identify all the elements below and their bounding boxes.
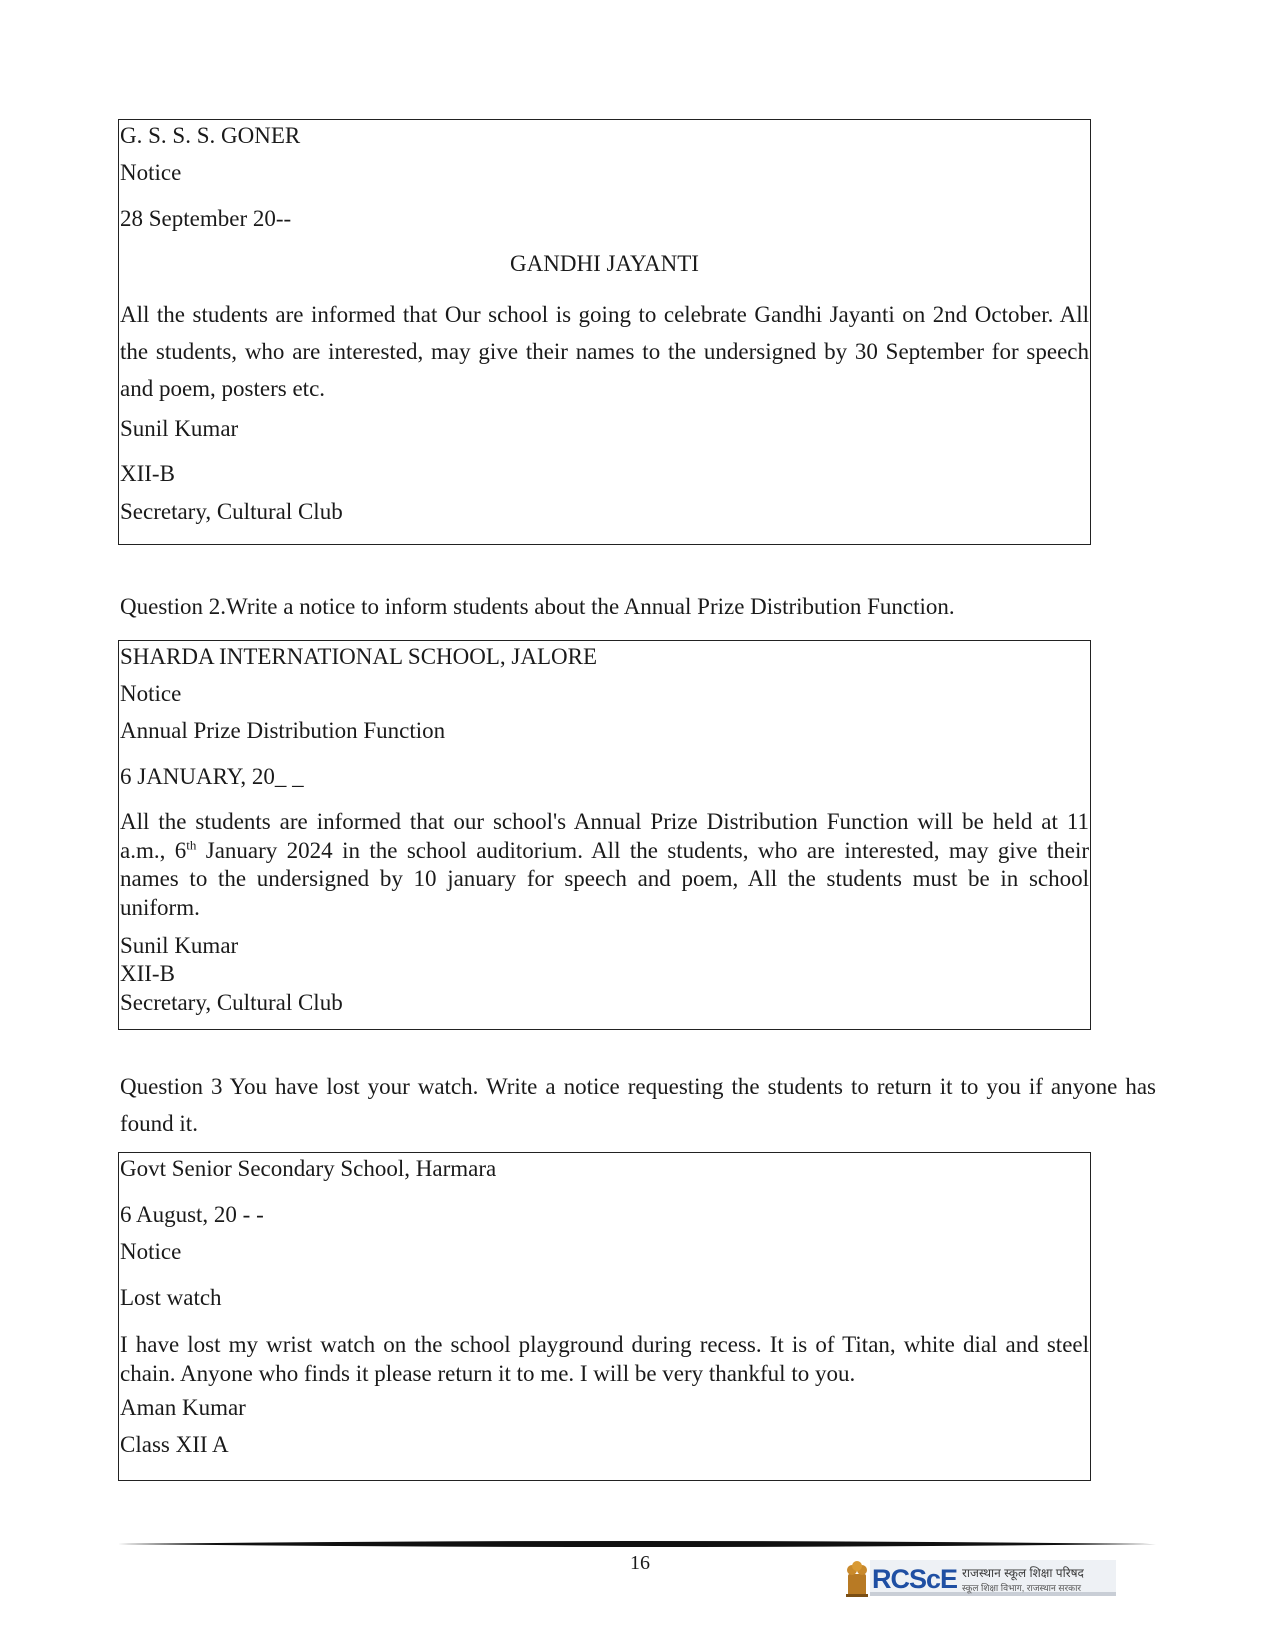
notice-box-gandhi-jayanti <box>118 119 1091 545</box>
notice-body: I have lost my wrist watch on the school playground during recess. It is of Titan, white dial and steel chain. Anyone who finds it please return it to me. I will be very thankful to you. <box>120 1332 1089 1386</box>
logo-hindi-line-2: स्कूल शिक्षा विभाग, राजस्थान सरकार <box>962 1583 1082 1593</box>
notice-heading: Lost watch <box>120 1285 222 1310</box>
footer-rule <box>118 1540 1156 1548</box>
signatory-designation: Secretary, Cultural Club <box>120 990 343 1015</box>
school-name: SHARDA INTERNATIONAL SCHOOL, JALORE <box>120 644 598 669</box>
signatory-name: Sunil Kumar <box>120 933 239 958</box>
ordinal-suffix: th <box>186 836 197 852</box>
notice-date: 28 September 20-- <box>120 206 292 231</box>
notice-label: Notice <box>120 160 182 185</box>
notice-date: 6 August, 20 - - <box>120 1202 264 1227</box>
notice-heading: GANDHI JAYANTI <box>510 251 699 276</box>
signatory-class: XII-B <box>120 461 175 486</box>
ashoka-emblem-icon <box>846 1561 868 1597</box>
page-number: 16 <box>630 1552 650 1574</box>
notice-heading: Annual Prize Distribution Function <box>120 718 446 743</box>
signatory-class: XII-B <box>120 961 175 986</box>
notice-box-lost-watch <box>118 1152 1091 1481</box>
notice-date: 6 JANUARY, 20_ _ <box>120 764 304 789</box>
school-name: G. S. S. S. GONER <box>120 123 301 148</box>
notice-body-part1: All the students are informed that our school's Annual Prize Distribution Function will be held at 11 a.m., 6 <box>120 809 1089 863</box>
question-3: Question 3 You have lost your watch. Write a notice requesting the students to return it to you if anyone has found it. <box>120 1074 1156 1136</box>
school-name: Govt Senior Secondary School, Harmara <box>120 1156 497 1181</box>
question-2: Question 2.Write a notice to inform students about the Annual Prize Distribution Function. <box>120 594 955 619</box>
notice-body-part2: January 2024 in the school auditorium. All the students, who are interested, may give their names to the undersigned by 10 january for speech and poem, All the students must be in school uniform. <box>120 837 1089 920</box>
notice-label: Notice <box>120 1239 182 1264</box>
notice-box-prize-distribution <box>118 640 1091 1030</box>
notice-label: Notice <box>120 681 182 706</box>
logo-hindi-line-1: राजस्थान स्कूल शिक्षा परिषद <box>962 1566 1084 1580</box>
notice-body <box>120 808 1089 922</box>
signatory-name: Aman Kumar <box>120 1395 246 1420</box>
signatory-class: Class XII A <box>120 1432 229 1457</box>
signatory-name: Sunil Kumar <box>120 416 239 441</box>
notice-body: All the students are informed that Our school is going to celebrate Gandhi Jayanti on 2nd October. All the students, who are interested, may give their names to the undersigned by 30 September for speech and poem, posters etc. <box>120 302 1089 401</box>
signatory-designation: Secretary, Cultural Club <box>120 499 343 524</box>
logo-text: RCScE <box>872 1564 958 1594</box>
